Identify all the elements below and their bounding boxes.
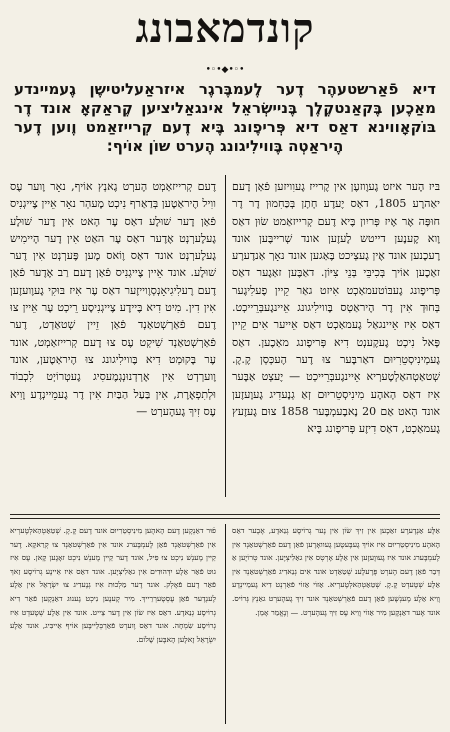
ornament-divider: •◦•◆•◦• xyxy=(205,66,245,74)
small-left-text: פֿוּר דאַנְקֶען דֶעם הָאהֶען מִינִיסְטֵרִיוּם אונד דֶעם קֶ.קֶ. שְׁטַאַטְהַאלְטֶערְיא אִין פֿאַרְשְׁטאַנְד פֿאַן לֶעמְבֶּערג אונד אִין פֿאַרְשְׁטאַנְד צוּ קְרַאקָא. דֶער קֵיין מֶענְשׁ נִיכְט צוּ פִיל, אונד דֶער קֵיין מֶענְשׁ נִיכְט זאָגֶען קָאן. עֶס אִיז גוּט פֿאַר אַלֶע יִדְּהוּדִים אִין גאַלִיצְיֶען. אונד דאַס אִיז אֵיינֶע גְרוֹיסֶע זַאךְ פֿאַר דֶעם פֿאָלְק. אונד דֶער מַלְכוּת אִיז גְנֶעדִיג צוּ יִשְׂרָאֵל אִין אַלֶע לֶענְדֶער פֿאַן עֶסְטֶערְרֵייךְ. מִיר קֶענֶען נִיכְט גֶענוּג דאַנְקֶען פֿאַר דִיא גְרוֹיסֶע גְנַאדֶע. דאַס אִיז שׂוֹן אִין דֶער צֵייט. אונד אִין אַלֶע שְׁטֶעדְט אִיז גְרוֹיסֶע שִׂמְחָה. אונד דאַס וֶוערְט פֿאַרְבְּלֵייבֶּען אוֹיף אֵייבִּיג, אונד אַלֶע יִשְׂרָאֵל זָאלֶען הָאבֶּען שָׁלוֹם. xyxy=(10,526,216,644)
small-right-text: אַלֶּע אַנְדֶערֶע זאַכֶען אִין זִיךְ שׂוֹן אִין נֶער גְרוֹיסֶע גְנַאדֶע, אֶבֶער דאַס הָאהֶע מִינִיסְטֵרִיוּם אִיז אוֹיךְ גֶעבֶּעטֶען גֶעוואָרֶען פֿאַן דֶעם פֿאַרְשְׁטאַנְד אִין לֶעמְבֶּערג אונד אִיז גֶעווֶעזֶען אִין אַלֶע אָרְטְס אִין גאַלִיצְיֶען. אונד טְרוֹיֶען אַ דְּבַר פֿאַן דֶעם הֶערְט פֶּרֶעלֶענ שְׁטַאַדְט אונד אִים גְנַאדִיג פֿאַרְשְׁטאַנְד אִין אַלֶע שְׁטֶעדְט קֶ.קֶ. שְׁטַאַטְהַאלְטֶערְיא. אַזוֹי אַזוֹי פֿאַרְנְט דִיא גֶעמֵיינְדֶע וֶוִיא אַלֶע מֶענְשֶׁען פֿאַן דֶעם פֿאַרְשְׁטאַנְד אונד זִיךְ גֶעהֶערְט גאַנְץ גְּרוֹיס. אונד אֶער דאַנְקֶען מִיר אַזוֹי וֶוִיא עֶס זִיךְ גֶעהֶערְט. — וְנֶאֱמַר אָמֵן. xyxy=(232,526,440,617)
right-column xyxy=(232,178,440,496)
headline: דיא פֿאַרשטעהֶר דֶער לֶעמבֶּרגֶר איזראַעליטישֶן גֶעמיינדע מאַכֶען בֶּקאַנטקֶלֶך בֶּניישְׂראֵל אינגאַליציען קֶראַקאָ אונד דֶר בּוֹקאָווינא דאַס דיא פְּריפֶונג בֶּיא דֶעם קְרייזאַמט וֶוען דֶער הֶיראַטְה בֶּווילִיגונג הֶערט שוֹן אוֹיף: xyxy=(14,80,436,155)
small-right-column xyxy=(232,524,440,726)
right-column-text: בּיז הֶער איזט גֶעוֶוזעֶן אין קֶרייז גֶעוִויזען פֿאַן דֶעם יאַהרֶע 1805, דאַס יֶעדֶע חָתָן בְּכַּחִמוּן דֶר דֶר חוּפָּה אֶר אֶיז פְּריִון בֶּיא דֶעם קְרייזאַמט שׂוּן דאַס וֶוא קֶענֶען דייטש לֶעזֶען אונד שְׁרייבֶּען אונד רֶעכֶנען אונד אֶין גֶעצְיכט בֶּאַגען אונד נאָך אַנדֶערָע זאַכֶען אוֹיך בְּכִיבֵּי בְּנֵי צִיּוֹן. דאַבֶּען זאַגֶער דאַס פְּריפֶונג גֶעבּוֹטעמאַכְט אִיזט גאַר קֵיין פֶעלִיגֶער בְּחוּדְ אִין דֶר הֶיראַטְס בֶּווילִיגונג אֵיינגֶעבְּרֵייכְט. דאַס אִיז אֵיינגאַל גֶעמאַכְט דאַס אֵייער אִים קֵיין פָּאל נִיכְט גֶעקֶענְט דִיא פְּריפֶונג מאַכֶען. דאַס גֶעמְינִיסְטֵרִיוּם דאַרבֶּער צוּ דֶער הֶעכְּסְן קֶ.קֶ. שְׁטאַטְהאַלְטֶערְיא אֵיינגֶעבְּרֵייכְט — יֶעצְט אַבֶּער אִיז דאַס הָאהֶע מִינִיסְטֵריוּם זְאַ גְנֶעדִיג גֶעוֶעזֶען אונד הָאט אַם 20 נֶאבֶעמְבֶּער 1858 צוּם גֶעזֶעץ גֶעמאַכְט, דאַס דִיזֶע פְּריפֶונג בֶּיא xyxy=(232,180,440,436)
left-column-text: דֶעם קְרייזאַמְט הֶערְט גֶאנְץ אוֹיף, נאָר וֶוער עֶס ווִיל הֶיראַטֶען בְּדַאַרף נִיכְט מֶעהְר נאָר אֵיין צֶייגְנִיס פֿאַן דֶער שׁוּלֶע דאַס עֶר הָאט אִין דֶער שׁוּלֶע גֶעלֶערְנְט אֶדֶער דאַס עֶר האַט אִין דֶער הֶיימִיש גֶעלֶערְנְט אונד דאַס וֶוֹאס מֶען פֶּערְנְט אִין דֶער שׁוּלֶע. אונד אֵיין צֶייגְנִיס פֿאַן דֶעם רַב אֶדֶער פֿאַן דֶעם רֶעלִיגִיאָנְסְוֶוייזֶער דאַס עֶר אִיז בּוּקִי גֶעוֶועזֶען אִין דִין. מִיט דִיא בֶּיידֶע צֶייגְנִיסֶע רֵיכְט עֶר אֵיין צוּ דֶעם פֿאַרְשְׁטאַנְד פֿאַן זֵיין שְׁטאַדְט, דֶער פֿאַרְשְׁטאַנְד שִׁיקְט עֶס צוּ דֶעם קְרייזאַמְט, אונד עֶר בֶּקוּמְט דִיא בֶּווילִיגונג צוּ הֶיראַטֶען, אונד וֶוערְדְט אִין אֶרְדְנוּנְגְמֶעסִיג גֶעטְרוֹיְט לִכְבוֹד וּלְתִפְאֶרֶת, אִין בַּעַל הַבַּיִת אִין דֶר גֶעמֵיינְדֶע וֶוִיא עֶס זִיךְ גֶעהֶערְט — xyxy=(10,180,216,418)
left-column xyxy=(10,178,216,496)
small-column-divider xyxy=(225,524,226,724)
column-divider xyxy=(225,175,226,497)
section-divider-bottom xyxy=(10,518,440,519)
small-left-column xyxy=(10,524,216,726)
section-divider-top xyxy=(10,514,440,515)
masthead-title: קונדמאבונג xyxy=(135,5,315,52)
